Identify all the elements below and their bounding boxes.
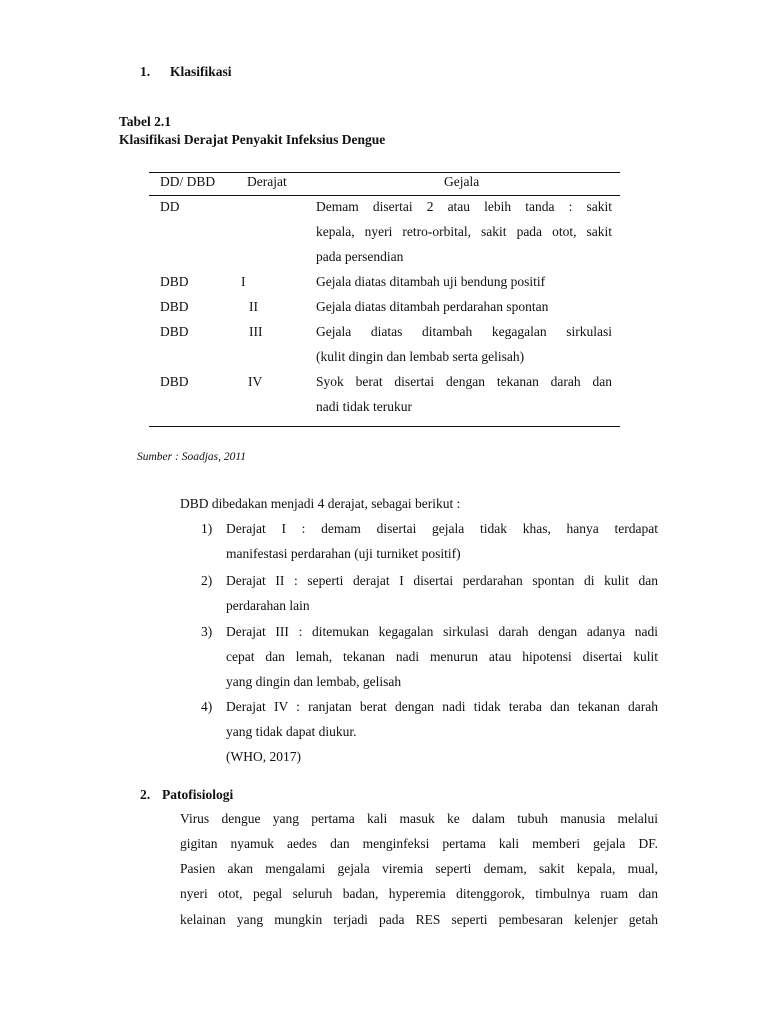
table-cell-type: DBD <box>160 274 189 289</box>
table-cell-symptom-line: Demam disertai 2 atau lebih tanda : sakit <box>316 199 612 214</box>
table-cell-symptom-line: (kulit dingin dan lembab serta gelisah) <box>316 349 525 364</box>
list-marker: 4) <box>201 699 213 714</box>
paragraph-line: gigitan nyamuk aedes dan menginfeksi pertama kali memberi gejala DF. <box>180 836 658 851</box>
citation: (WHO, 2017) <box>226 749 301 764</box>
table-cell-grade: II <box>249 299 258 314</box>
table-source: Sumber : Soadjas, 2011 <box>137 451 247 463</box>
list-item-line: Derajat II : seperti derajat I disertai perdarahan spontan di kulit dan <box>226 573 658 588</box>
table-cell-type: DBD <box>160 324 189 339</box>
table-cell-symptom-line: Syok berat disertai dengan tekanan darah dan <box>316 374 612 389</box>
list-marker: 2) <box>201 573 213 588</box>
paragraph-line: kelainan yang mungkin terjadi pada RES seperti pembesaran kelenjer getah <box>180 912 658 927</box>
intro-paragraph: DBD dibedakan menjadi 4 derajat, sebagai berikut : <box>180 496 461 511</box>
table-cell-type: DD <box>160 199 180 214</box>
paragraph-line: Pasien akan mengalami gejala viremia seperti demam, sakit kepala, mual, <box>180 861 658 876</box>
table-cell-grade: III <box>249 324 263 339</box>
table-cell-type: DBD <box>160 299 189 314</box>
list-item-line: perdarahan lain <box>226 598 310 613</box>
table-bottom-rule <box>149 426 620 427</box>
table-cell-symptom-line: nadi tidak terukur <box>316 399 412 414</box>
list-item-line: manifestasi perdarahan (uji turniket positif) <box>226 546 461 561</box>
table-header-symptoms: Gejala <box>444 174 480 189</box>
section-1-title: Klasifikasi <box>170 64 232 79</box>
list-marker: 1) <box>201 521 213 536</box>
table-top-rule <box>149 172 620 173</box>
table-header-type: DD/ DBD <box>160 174 216 189</box>
paragraph-line: nyeri otot, pegal seluruh badan, hyperemia ditenggorok, timbulnya ruam dan <box>180 886 658 901</box>
table-cell-symptom-line: pada persendian <box>316 249 404 264</box>
table-cell-symptom-line: Gejala diatas ditambah kegagalan sirkulasi <box>316 324 612 339</box>
list-item-line: Derajat III : ditemukan kegagalan sirkulasi darah dengan adanya nadi <box>226 624 658 639</box>
table-header-rule <box>149 195 620 196</box>
paragraph-line: Virus dengue yang pertama kali masuk ke dalam tubuh manusia melalui <box>180 811 658 826</box>
table-cell-type: DBD <box>160 374 189 389</box>
section-2-title: Patofisiologi <box>162 787 234 802</box>
list-item-line: cepat dan lemah, tekanan nadi menurun atau hipotensi disertai kulit <box>226 649 658 664</box>
table-header-grade: Derajat <box>247 174 287 189</box>
list-item-line: Derajat I : demam disertai gejala tidak khas, hanya terdapat <box>226 521 658 536</box>
table-cell-symptom-line: Gejala diatas ditambah uji bendung positif <box>316 274 546 289</box>
section-1-number: 1. <box>140 64 151 79</box>
list-item-line: yang tidak dapat diukur. <box>226 724 357 739</box>
list-marker: 3) <box>201 624 213 639</box>
table-caption-title: Klasifikasi Derajat Penyakit Infeksius Dengue <box>119 132 386 147</box>
list-item-line: yang dingin dan lembab, gelisah <box>226 674 402 689</box>
table-cell-grade: IV <box>248 374 263 389</box>
table-cell-symptom-line: Gejala diatas ditambah perdarahan spontan <box>316 299 549 314</box>
table-cell-grade: I <box>241 274 246 289</box>
table-cell-symptom-line: kepala, nyeri retro-orbital, sakit pada otot, sakit <box>316 224 612 239</box>
list-item-line: Derajat IV : ranjatan berat dengan nadi tidak teraba dan tekanan darah <box>226 699 658 714</box>
section-2-number: 2. <box>140 787 151 802</box>
table-caption-number: Tabel 2.1 <box>119 114 172 129</box>
